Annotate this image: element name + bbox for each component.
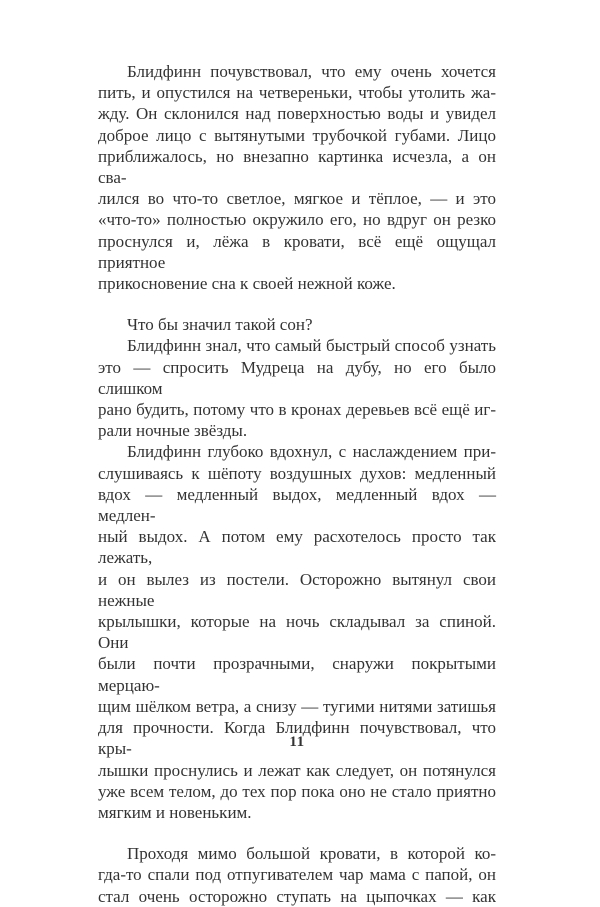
text-line: доброе лицо с вытянутыми трубочкой губами. Лицо	[98, 125, 496, 145]
text-line: Блидфинн почувствовал, что ему очень хочется	[127, 62, 496, 81]
text-line: Блидфинн глубоко вдохнул, с наслаждением при-	[127, 442, 496, 462]
text-line: слушиваясь к шёпоту воздушных духов: медленный	[98, 463, 496, 483]
text-line: для прочности. Когда Блидфинн почувствовал, что кры-	[98, 718, 496, 759]
text-block	[98, 61, 496, 907]
text-line: крылышки, которые на ночь складывал за спиной. Они	[98, 612, 496, 653]
text-line: Проходя мимо большой кровати, в которой ко-	[127, 844, 496, 864]
text-line: «что-то» полностью окружило его, но вдруг он резко	[98, 210, 496, 230]
text-line: были почти прозрачными, снаружи покрытыми мерцаю-	[98, 654, 496, 695]
text-line: гда-то спали под отпугивателем чар мама с папой, он	[98, 865, 496, 885]
text-line: приближалось, но внезапно картинка исчезла, а он сва-	[98, 146, 496, 188]
text-line: рали ночные звёзды.	[98, 421, 248, 441]
text-line: мягким и новеньким.	[98, 802, 252, 822]
paragraph	[98, 61, 496, 294]
text-line: рано будить, потому что в кронах деревьев всё ещё иг-	[98, 400, 496, 420]
text-line: лился во что-то светлое, мягкое и тёплое, — и это	[98, 189, 496, 209]
text-line: уже всем телом, до тех пор пока оно не стало приятно	[98, 781, 496, 801]
paragraph	[98, 314, 496, 335]
text-line: стал очень осторожно ступать на цыпочках — как	[98, 886, 496, 906]
text-line: Что бы значил такой сон?	[127, 315, 313, 335]
paragraph	[98, 335, 496, 441]
text-line: пить, и опустился на четвереньки, чтобы утолить жа-	[98, 83, 496, 103]
text-line: жду. Он склонился над поверхностью воды и увидел	[98, 104, 496, 124]
text-line: и он вылез из постели. Осторожно вытянул свои нежные	[98, 569, 496, 610]
text-line: это — спросить Мудреца на дубу, но его было слишком	[98, 357, 496, 398]
text-line: Блидфинн знал, что самый быстрый способ узнать	[127, 336, 496, 356]
text-line: вдох — медленный выдох, медленный вдох — медлен-	[98, 484, 496, 526]
text-line: лышки проснулись и лежат как следует, он потянулся	[98, 760, 496, 780]
text-line: щим шёлком ветра, а снизу — тугими нитями затишья	[98, 696, 496, 716]
paragraph	[98, 843, 496, 907]
page-number: 11	[289, 734, 305, 750]
text-line: проснулся и, лёжа в кровати, всё ещё ощущал приятное	[98, 231, 496, 272]
paragraph	[98, 441, 496, 823]
text-line: прикосновение сна к своей нежной коже.	[98, 274, 396, 294]
text-line: ный выдох. А потом ему расхотелось просто так лежать,	[98, 527, 496, 568]
